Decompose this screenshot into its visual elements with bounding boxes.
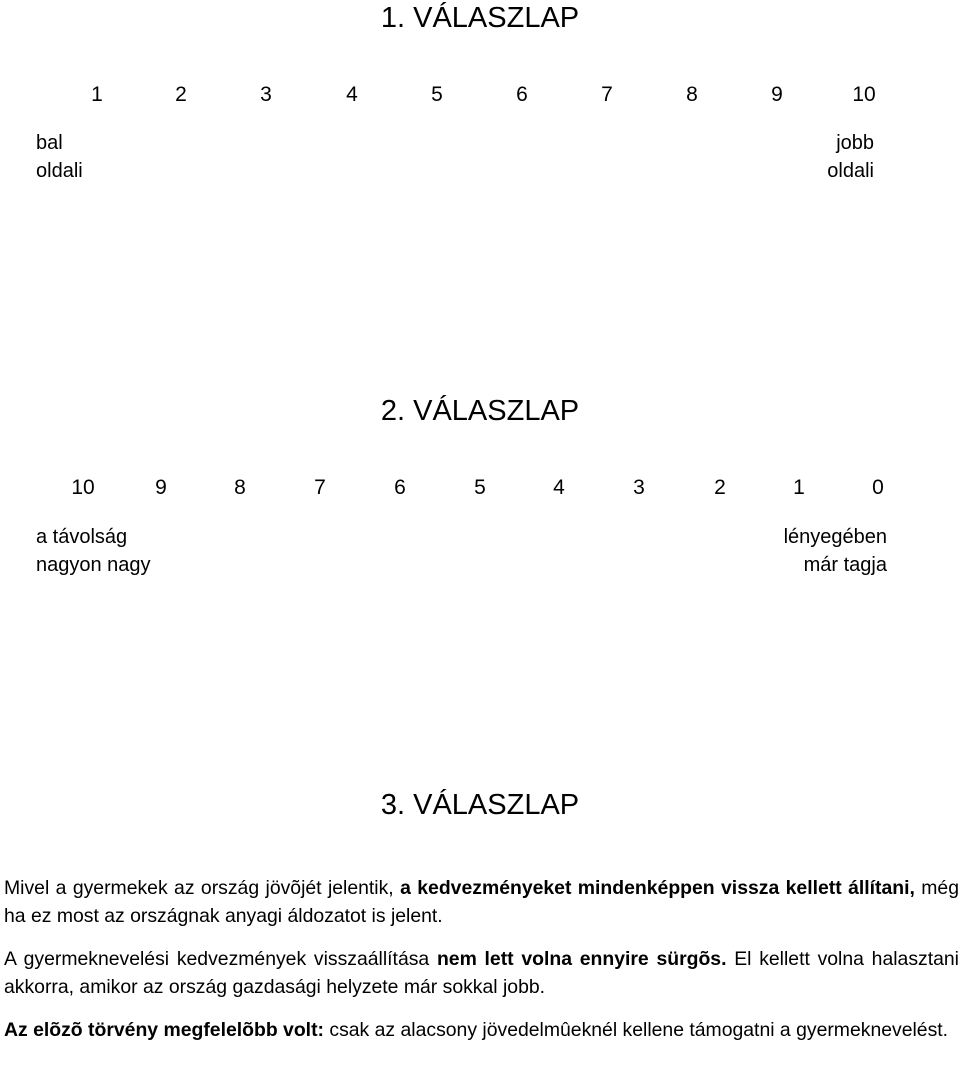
- sheet1-title: 1. VÁLASZLAP: [380, 2, 580, 34]
- scale-number: 0: [872, 476, 884, 499]
- scale-number: 2: [714, 476, 726, 499]
- scale-number: 7: [601, 83, 613, 106]
- sheet3-title: 3. VÁLASZLAP: [380, 789, 580, 821]
- scale-number: 7: [314, 476, 326, 499]
- sheet2-scale: [0, 475, 960, 505]
- scale-number: 3: [633, 476, 645, 499]
- scale-number: 4: [346, 83, 358, 106]
- statement-3: Az elõzõ törvény megfelelõbb volt: csak az alacsony jövedelmûeknél kellene támogatni a gyermeknevelést.: [4, 1019, 949, 1041]
- scale-number: 1: [91, 83, 103, 106]
- scale-number: 2: [175, 83, 187, 106]
- scale-number: 5: [474, 476, 486, 499]
- statement-2: A gyermeknevelési kedvezmények visszaállítása nem lett volna ennyire sürgõs. El kellett volna halasztani akkorra, amikor az ország gazdasági helyzete már sokkal jobb.: [4, 948, 959, 998]
- scale-number: 9: [155, 476, 167, 499]
- sheet1-right-label: jobb oldali: [827, 132, 874, 182]
- sheet1-left-label: bal oldali: [36, 132, 83, 182]
- scale-number: 9: [771, 83, 783, 106]
- scale-number: 10: [71, 476, 95, 499]
- scale-number: 1: [793, 476, 805, 499]
- sheet2-left-label: a távolság nagyon nagy: [36, 526, 151, 576]
- scale-number: 3: [260, 83, 272, 106]
- scale-number: 8: [686, 83, 698, 106]
- scale-number: 10: [852, 83, 876, 106]
- scale-number: 6: [516, 83, 528, 106]
- scale-number: 5: [431, 83, 443, 106]
- scale-number: 6: [394, 476, 406, 499]
- sheet2-title: 2. VÁLASZLAP: [380, 395, 580, 427]
- scale-number: 8: [234, 476, 246, 499]
- sheet2-right-label: lényegében már tagja: [783, 526, 887, 576]
- sheet1-scale: [0, 82, 960, 112]
- scale-number: 4: [553, 476, 565, 499]
- statement-1: Mivel a gyermekek az ország jövõjét jelentik, a kedvezményeket mindenképpen vissza kellett állítani, még ha ez most az országnak anyagi áldozatot is jelent.: [4, 877, 960, 927]
